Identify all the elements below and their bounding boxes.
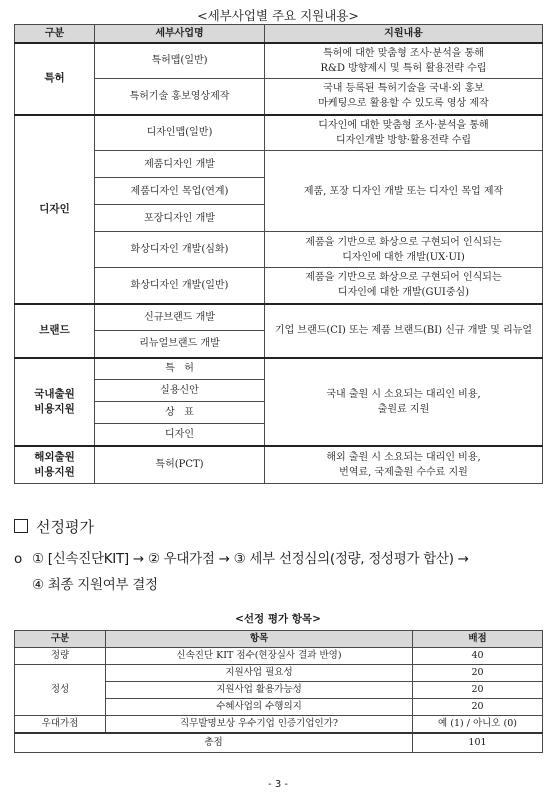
program-name: 디자인맵(일반): [95, 115, 265, 151]
eval-category: 우대가점: [15, 716, 106, 733]
program-desc: 기업 브랜드(CI) 또는 제품 브랜드(BI) 신규 개발 및 리뉴얼: [265, 304, 543, 358]
evaluation-table: [14, 630, 543, 753]
total-score: 101: [413, 733, 543, 753]
eval-item: 직무발명보상 우수기업 인증기업인가?: [106, 716, 413, 733]
process-line: ① [신속진단KIT] → ② 우대가점 → ③ 세부 선정심의(정량, 정성평가 합산) →: [32, 551, 469, 567]
program-name: 화상디자인 개발(일반): [95, 268, 265, 304]
section-heading: 선정평가: [14, 516, 94, 537]
table1-title: <세부사업별 주요 지원내용>: [197, 8, 359, 23]
program-name: 디자인: [95, 424, 265, 446]
program-desc: 국내 출원 시 소요되는 대리인 비용, 출원료 지원: [265, 358, 543, 446]
program-name: 포장디자인 개발: [95, 205, 265, 232]
category-patent: 특허: [15, 43, 95, 115]
header-category: 구분: [15, 25, 95, 43]
program-desc: 제품을 기반으로 화상으로 구현되어 인식되는 디자인에 대한 개발(GUI중심): [265, 268, 543, 304]
eval-category: 정량: [15, 648, 106, 665]
total-label: 총점: [15, 733, 413, 753]
eval-item: 지원사업 활용가능성: [106, 682, 413, 699]
program-name: 제품디자인 개발: [95, 151, 265, 178]
eval-score: 예 (1) / 아니오 (0): [413, 716, 543, 733]
program-name: 신규브랜드 개발: [95, 304, 265, 331]
eval-item: 수혜사업의 수행의지: [106, 699, 413, 716]
eval-score: 20: [413, 665, 543, 682]
header-score: 배점: [413, 631, 543, 648]
program-desc: 디자인에 대한 맞춤형 조사·분석을 통해 디자인개발 방향·활용전략 수립: [265, 115, 543, 151]
category-domestic: 국내출원 비용지원: [15, 358, 95, 446]
process-line: ④ 최종 지원여부 결정: [32, 577, 158, 593]
header-item: 항목: [106, 631, 413, 648]
bullet-marker: o: [14, 551, 22, 567]
header-content: 지원내용: [265, 25, 543, 43]
program-desc: 국내 등록된 특허기술을 국내·외 홍보 마케팅으로 활용할 수 있도록 영상 제작: [265, 79, 543, 115]
program-name: 상 표: [95, 402, 265, 424]
program-name: 특허(PCT): [95, 446, 265, 484]
program-name: 특허맵(일반): [95, 43, 265, 79]
program-name: 특허기술 홍보영상제작: [95, 79, 265, 115]
program-name: 화상디자인 개발(심화): [95, 232, 265, 268]
eval-category: 정성: [15, 665, 106, 716]
header-category: 구분: [15, 631, 106, 648]
program-desc: 제품, 포장 디자인 개발 또는 디자인 목업 제작: [265, 151, 543, 232]
eval-item: 지원사업 필요성: [106, 665, 413, 682]
category-brand: 브랜드: [15, 304, 95, 358]
page-number: - 3 -: [268, 779, 288, 790]
program-name: 리뉴얼브랜드 개발: [95, 331, 265, 358]
eval-score: 20: [413, 682, 543, 699]
program-name: 제품디자인 목업(연계): [95, 178, 265, 205]
program-name: 실용신안: [95, 380, 265, 402]
category-overseas: 해외출원 비용지원: [15, 446, 95, 484]
program-desc: 해외 출원 시 소요되는 대리인 비용, 번역료, 국제출원 수수료 지원: [265, 446, 543, 484]
program-name: 특 허: [95, 358, 265, 380]
eval-item: 신속진단 KIT 점수(현장실사 결과 반영): [106, 648, 413, 665]
eval-score: 40: [413, 648, 543, 665]
category-design: 디자인: [15, 115, 95, 304]
header-program: 세부사업명: [95, 25, 265, 43]
selection-process: [14, 546, 549, 598]
eval-score: 20: [413, 699, 543, 716]
program-desc: 특허에 대한 맞춤형 조사·분석을 통해 R&D 방향제시 및 특허 활용전략 수립: [265, 43, 543, 79]
checkbox-square-icon: [14, 519, 28, 533]
program-desc: 제품을 기반으로 화상으로 구현되어 인식되는 디자인에 대한 개발(UX·UI): [265, 232, 543, 268]
support-content-table: [14, 24, 543, 484]
table2-title: <선정 평가 항목>: [235, 613, 321, 625]
